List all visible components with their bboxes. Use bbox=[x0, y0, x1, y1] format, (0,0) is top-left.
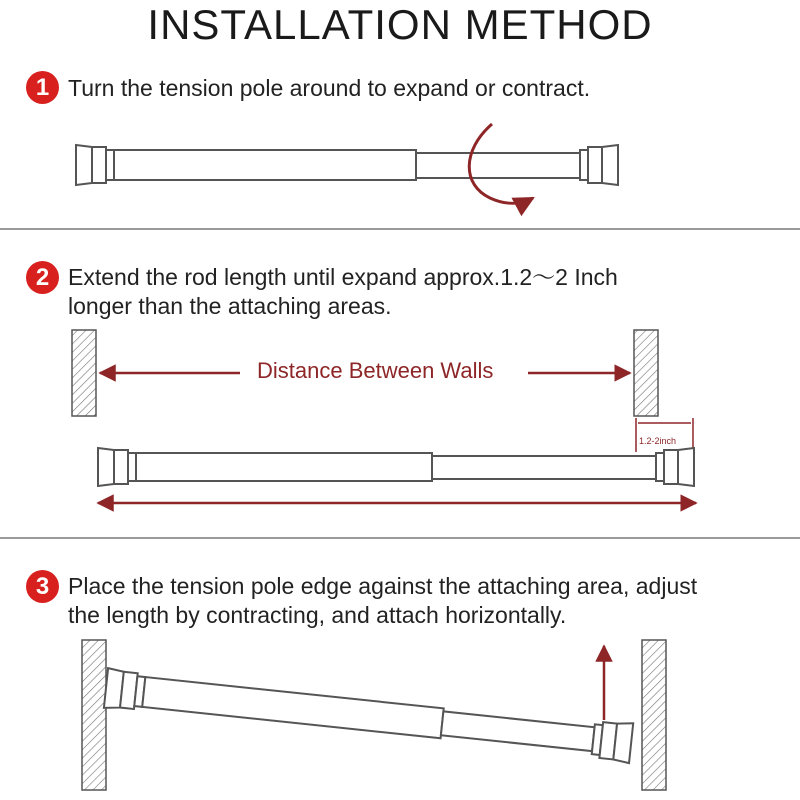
right-wall-step-3 bbox=[642, 640, 666, 790]
step-3-line-1: Place the tension pole edge against the attaching area, adjust bbox=[68, 573, 698, 599]
step-3-badge: 3 bbox=[26, 570, 59, 603]
right-wall bbox=[634, 330, 658, 416]
step-3-text bbox=[68, 572, 697, 630]
extra-length-marker bbox=[636, 418, 693, 452]
step-1-line-1: Turn the tension pole around to expand or contract. bbox=[68, 75, 591, 101]
step-2-text bbox=[68, 263, 618, 321]
step-2-line-1: Extend the rod length until expand approx.1.2〜2 Inch bbox=[68, 264, 618, 290]
step-3-line-2: the length by contracting, and attach horizontally. bbox=[68, 602, 567, 628]
left-wall bbox=[72, 330, 96, 416]
extra-length-label: 1.2-2inch bbox=[639, 436, 677, 446]
step-3-rod bbox=[104, 668, 633, 763]
step-1-badge: 1 bbox=[26, 71, 59, 104]
step-2-badge: 2 bbox=[26, 261, 59, 294]
left-wall-step-3 bbox=[82, 640, 106, 790]
step-1-rod bbox=[76, 145, 618, 185]
page-title: INSTALLATION METHOD bbox=[147, 1, 653, 48]
divider-2 bbox=[0, 537, 800, 539]
step-2-line-2: longer than the attaching areas. bbox=[68, 293, 392, 319]
distance-label: Distance Between Walls bbox=[257, 358, 494, 383]
step-2-rod bbox=[98, 448, 694, 486]
divider-1 bbox=[0, 228, 800, 230]
